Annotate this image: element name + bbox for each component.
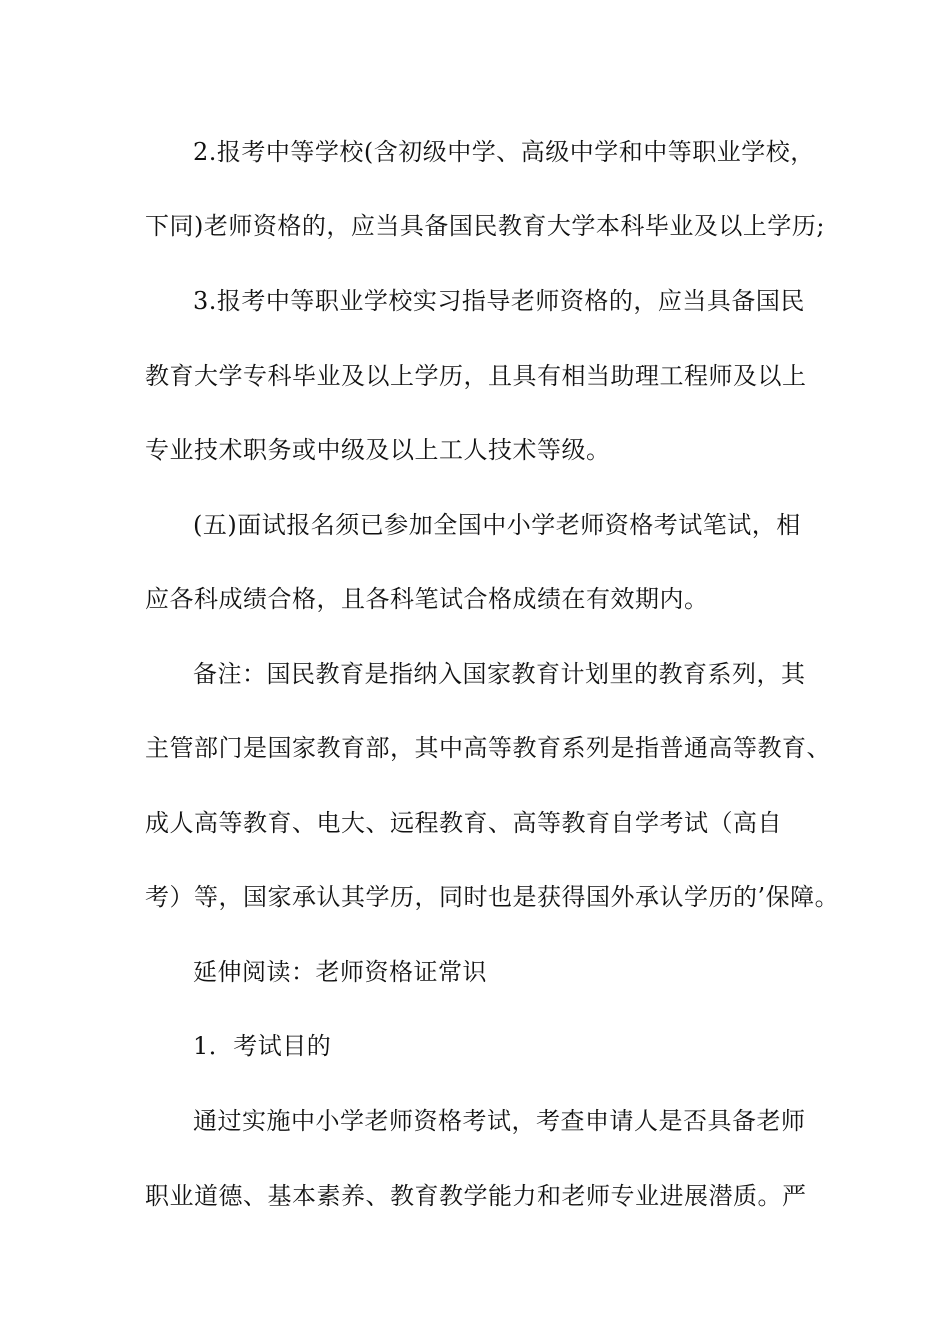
paragraph-line: 应各科成绩合格，且各科笔试合格成绩在有效期内。: [145, 585, 709, 613]
paragraph-line: 成人高等教育、电大、远程教育、高等教育自学考试（高自: [145, 809, 782, 837]
paragraph-line: 专业技术职务或中级及以上工人技术等级。: [145, 436, 611, 464]
paragraph-line: 教育大学专科毕业及以上学历，且具有相当助理工程师及以上: [145, 362, 807, 390]
paragraph-line: 2.报考中等学校(含初级中学、高级中学和中等职业学校，: [193, 138, 815, 166]
section-heading: 延伸阅读：老师资格证常识: [193, 958, 487, 986]
paragraph-line: 下同)老师资格的，应当具备国民教育大学本科毕业及以上学历;: [145, 212, 825, 240]
subsection-heading: 1．考试目的: [193, 1032, 332, 1060]
paragraph-line: 通过实施中小学老师资格考试，考查申请人是否具备老师: [193, 1107, 806, 1135]
paragraph-line: (五)面试报名须已参加全国中小学老师资格考试笔试，相: [193, 511, 801, 539]
paragraph-line: 主管部门是国家教育部，其中高等教育系列是指普通高等教育、: [145, 734, 831, 762]
paragraph-line: 考）等，国家承认其学历，同时也是获得国外承认学历的’保障。: [145, 883, 840, 911]
paragraph-line: 3.报考中等职业学校实习指导老师资格的，应当具备国民: [193, 287, 805, 315]
paragraph-line: 职业道德、基本素养、教育教学能力和老师专业进展潜质。严: [145, 1182, 807, 1210]
paragraph-line: 备注：国民教育是指纳入国家教育计划里的教育系列，其: [193, 660, 806, 688]
